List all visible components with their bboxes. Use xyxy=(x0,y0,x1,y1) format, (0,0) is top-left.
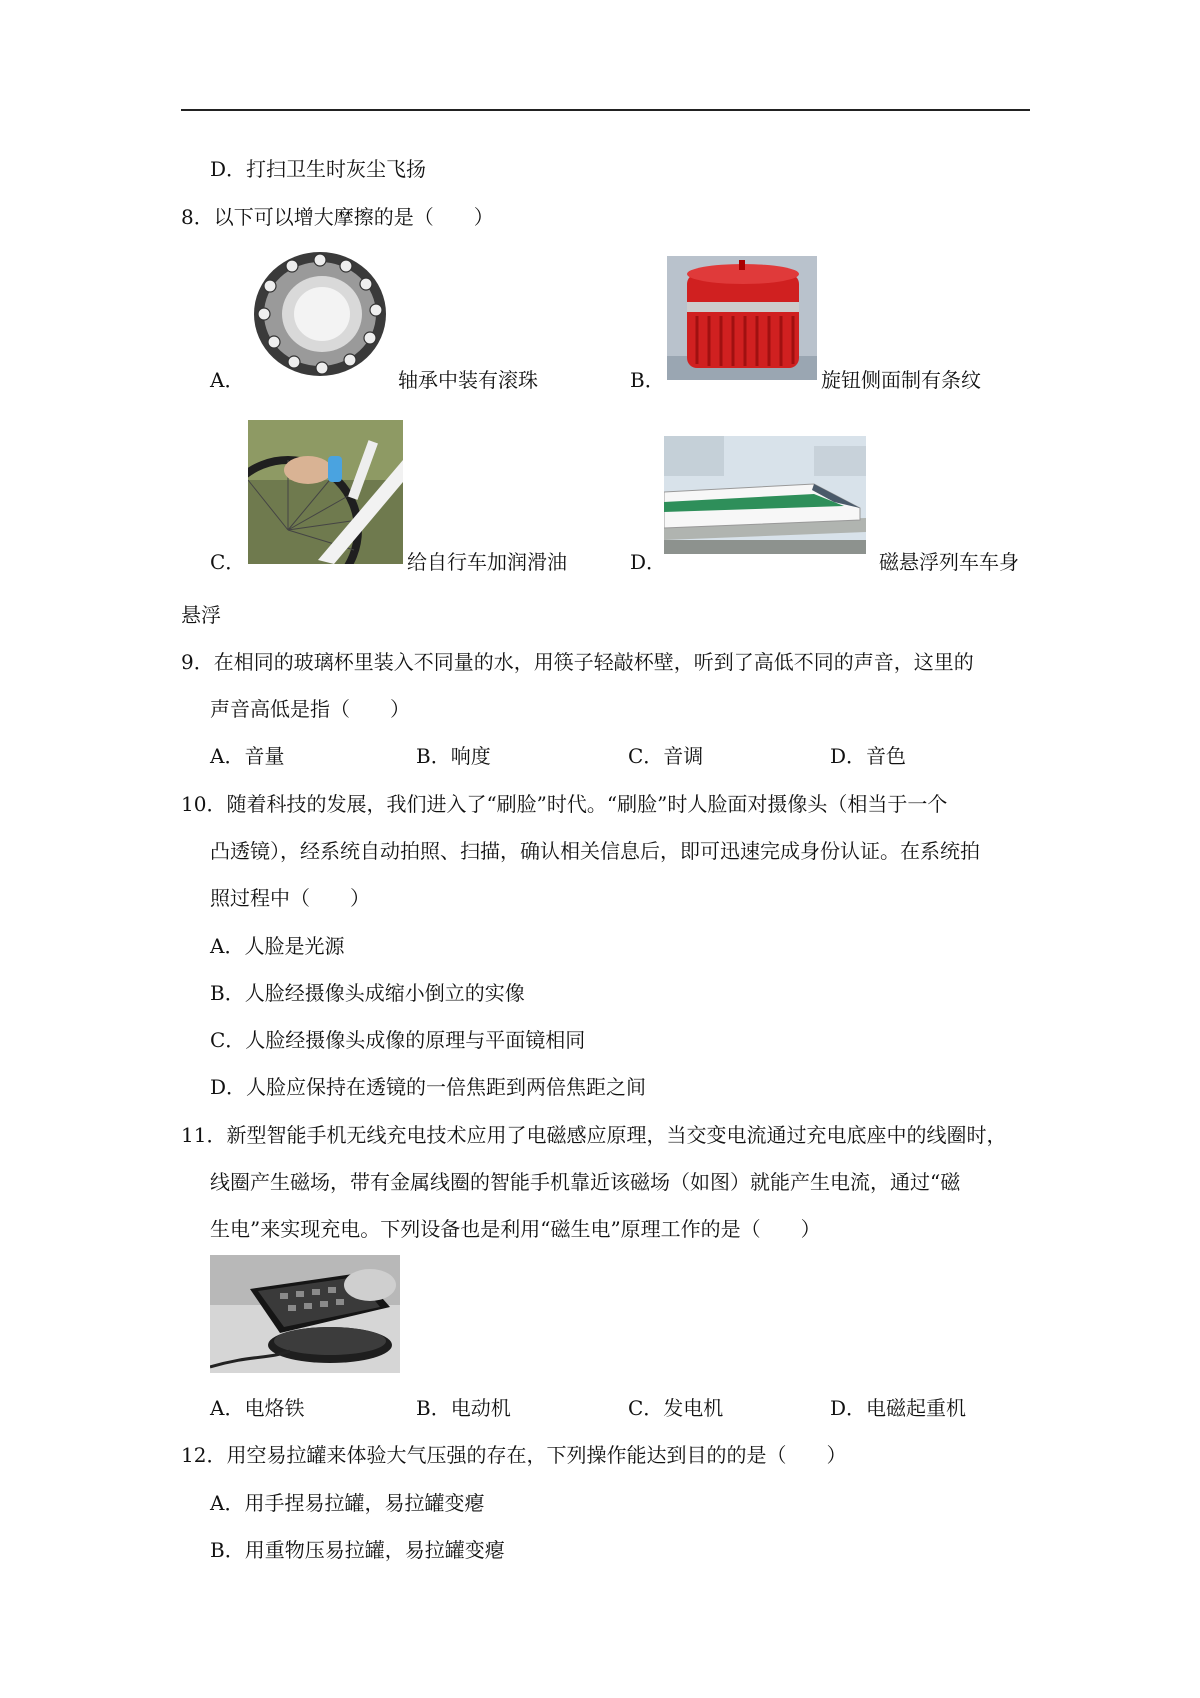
q10-option-c: C．人脸经摄像头成像的原理与平面镜相同 xyxy=(210,1028,586,1052)
bicycle-oil-photo xyxy=(248,420,403,564)
q9-option-b: B．响度 xyxy=(416,744,491,768)
q8-option-d-caption-cont: 悬浮 xyxy=(181,603,221,627)
q8-option-b-caption: 旋钮侧面制有条纹 xyxy=(821,368,981,392)
knob-photo xyxy=(667,256,817,380)
wireless-charging-photo xyxy=(210,1255,400,1373)
q8-option-a-letter: A． xyxy=(210,368,245,392)
q11-option-b: B．电动机 xyxy=(416,1396,511,1420)
ball-bearing-photo xyxy=(240,246,392,380)
q8-option-d-letter: D． xyxy=(630,550,667,574)
q12-option-a: A．用手捏易拉罐，易拉罐变瘪 xyxy=(210,1491,485,1515)
q8-option-a-caption: 轴承中装有滚珠 xyxy=(398,368,538,392)
q11-stem-line1: 11．新型智能手机无线充电技术应用了电磁感应原理，当交变电流通过充电底座中的线圈时， xyxy=(181,1123,1007,1147)
q10-stem-line1: 10．随着科技的发展，我们进入了“刷脸”时代。“刷脸”时人脸面对摄像头（相当于一个 xyxy=(181,792,948,816)
q11-stem-line3: 生电”来实现充电。下列设备也是利用“磁生电”原理工作的是（ ） xyxy=(210,1217,821,1241)
q11-option-a: A．电烙铁 xyxy=(210,1396,305,1420)
q12-option-b: B．用重物压易拉罐，易拉罐变瘪 xyxy=(210,1538,505,1562)
q11-option-d: D．电磁起重机 xyxy=(830,1396,967,1420)
q9-option-d: D．音色 xyxy=(830,744,907,768)
q10-stem-line2: 凸透镜），经系统自动拍照、扫描，确认相关信息后，即可迅速完成身份认证。在系统拍 xyxy=(210,839,980,863)
q8-option-d-caption: 磁悬浮列车车身 xyxy=(879,550,1019,574)
q11-option-c: C．发电机 xyxy=(628,1396,724,1420)
q9-option-a: A．音量 xyxy=(210,744,285,768)
q8-option-c-letter: C． xyxy=(210,550,246,574)
q9-stem-line1: 9．在相同的玻璃杯里装入不同量的水，用筷子轻敲杯壁，听到了高低不同的声音，这里的 xyxy=(181,650,974,674)
q10-stem-line3: 照过程中（ ） xyxy=(210,886,370,910)
q7-option-d: D．打扫卫生时灰尘飞扬 xyxy=(210,157,427,181)
q10-option-d: D．人脸应保持在透镜的一倍焦距到两倍焦距之间 xyxy=(210,1075,647,1099)
q8-option-c-caption: 给自行车加润滑油 xyxy=(407,550,567,574)
q8-stem: 8．以下可以增大摩擦的是（ ） xyxy=(181,205,494,229)
q11-stem-line2: 线圈产生磁场，带有金属线圈的智能手机靠近该磁场（如图）就能产生电流，通过“磁 xyxy=(210,1170,961,1194)
maglev-train-photo xyxy=(664,436,866,554)
q8-option-b-letter: B． xyxy=(630,368,665,392)
q9-stem-line2: 声音高低是指（ ） xyxy=(210,697,410,721)
q10-option-a: A．人脸是光源 xyxy=(210,934,345,958)
q9-option-c: C．音调 xyxy=(628,744,704,768)
header-rule xyxy=(181,109,1030,111)
q12-stem: 12．用空易拉罐来体验大气压强的存在，下列操作能达到目的的是（ ） xyxy=(181,1443,847,1467)
q10-option-b: B．人脸经摄像头成缩小倒立的实像 xyxy=(210,981,525,1005)
